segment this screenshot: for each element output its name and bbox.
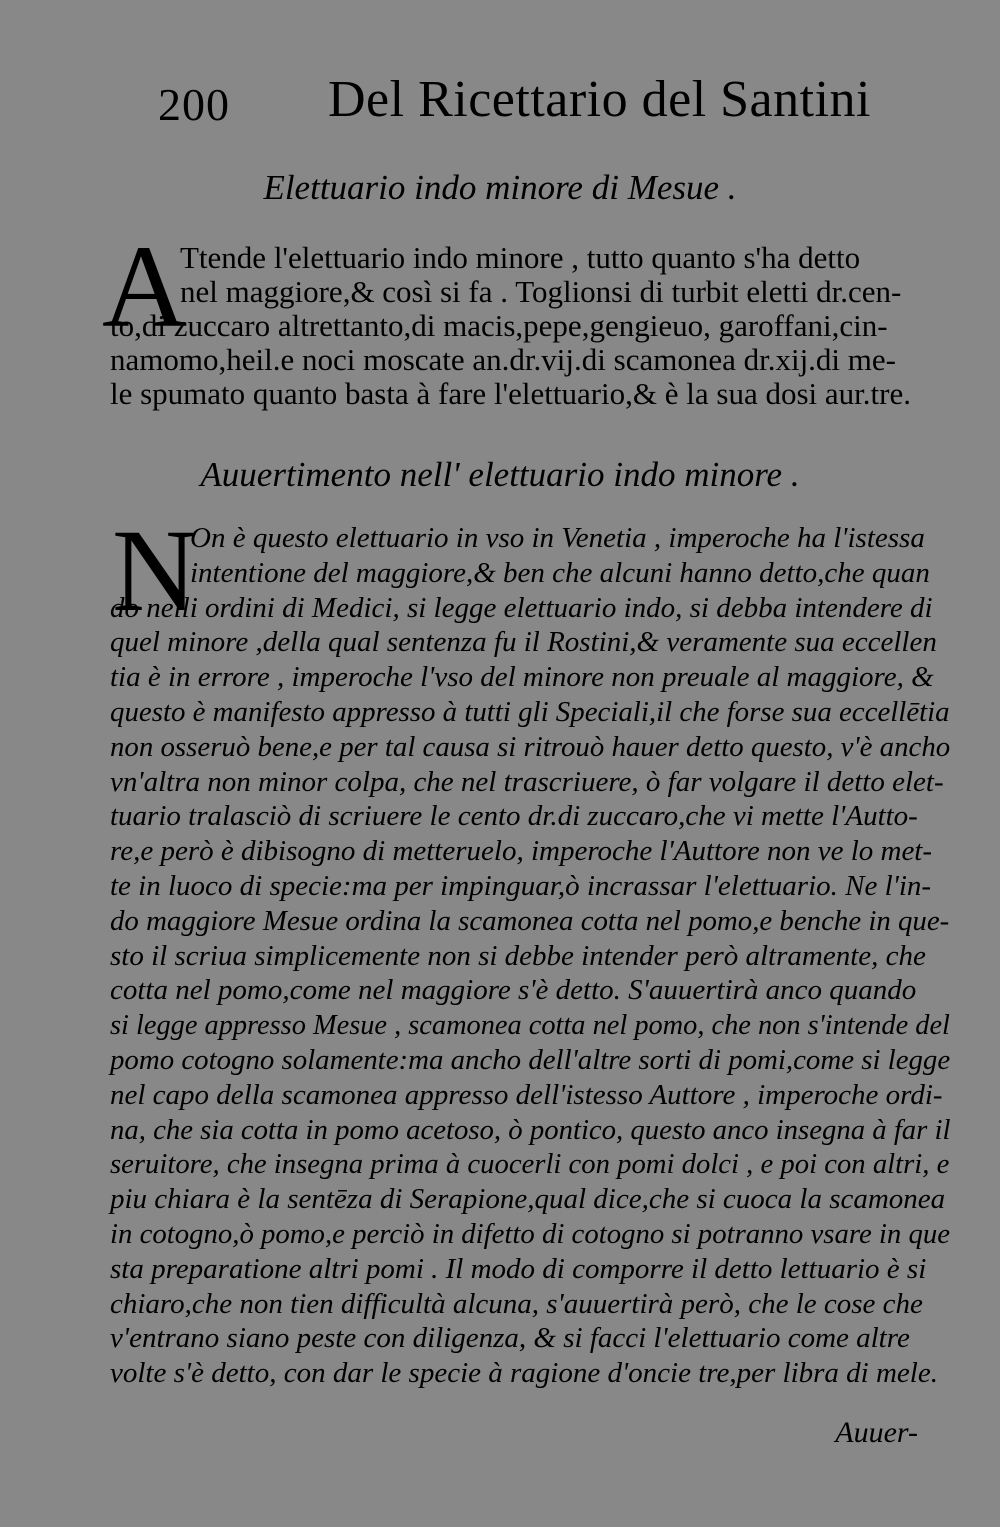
- text-line: questo è manifesto appresso à tutti gli Speciali,il che forse sua eccellētia: [110, 696, 950, 728]
- page-header: [0, 70, 1000, 140]
- drop-cap: A: [102, 221, 188, 352]
- text-line: namomo,heil.e noci moscate an.dr.vij.di scamonea dr.xij.di me-: [110, 342, 896, 377]
- text-line: pomo cotogno solamente:ma ancho dell'altre sorti di pomi,come si legge: [110, 1044, 951, 1076]
- text-line: Ttende l'elettuario indo minore , tutto quanto s'ha detto: [180, 240, 861, 275]
- text-line: non osseruò bene,e per tal causa si ritrouò hauer detto questo, v'è ancho: [110, 730, 951, 763]
- text-line: te in luoco di specie:ma per impinguar,ò incrassar l'elettuario. Ne l'in-: [110, 870, 932, 902]
- text-line: On è questo elettuario in vso in Venetia , imperoche ha l'istessa: [190, 522, 925, 554]
- text-line: cotta nel pomo,come nel maggiore s'è detto. S'auuertirà anco quando: [110, 974, 917, 1007]
- text-line: tuario tralasciò di scriuere le cento dr.di zuccaro,che vi mette l'Autto-: [110, 800, 918, 833]
- text-line: sto il scriua simplicemente non si debbe intender però altramente, che: [110, 939, 926, 972]
- text-line: intentione del maggiore,& ben che alcuni hanno detto,che quan: [190, 556, 930, 589]
- text-line: do maggiore Mesue ordina la scamonea cotta nel pomo,e benche in que-: [110, 904, 950, 937]
- running-title: Del Ricettario del Santini: [328, 71, 871, 128]
- text-line: do nelli ordini di Medici, si legge elettuario indo, si debba intendere di: [110, 591, 933, 624]
- text-line: in cotogno,ò pomo,e perciò in difetto di cotogno si potranno vsare in que: [110, 1218, 951, 1250]
- text-line: nel capo della scamonea appresso dell'istesso Auttore , imperoche ordi-: [110, 1078, 943, 1111]
- text-line: tia è in errore , imperoche l'vso del minore non preuale al maggiore, &: [110, 661, 934, 694]
- text-line: vn'altra non minor colpa, che nel trascriuere, ò far volgare il detto elet-: [110, 765, 944, 798]
- text-line: si legge appresso Mesue , scamonea cotta nel pomo, che non s'intende del: [110, 1009, 950, 1042]
- text-line: le spumato quanto basta à fare l'elettuario,& è la sua dosi aur.tre.: [110, 376, 911, 411]
- catchword: Auuer-: [835, 1416, 918, 1449]
- text-line: seruitore, che insegna prima à cuocerli con pomi dolci , e poi con altri, e: [110, 1148, 950, 1181]
- text-line: volte s'è detto, con dar le specie à ragione d'oncie tre,per libra di mele.: [110, 1357, 938, 1390]
- text-line: chiaro,che non tien difficultà alcuna, s'auuertirà però, che le cose che: [110, 1287, 923, 1320]
- text-line: quel minore ,della qual sentenza fu il Rostini,& veramente sua eccellen: [110, 626, 937, 659]
- section-heading-electuary: Elettuario indo minore di Mesue .: [263, 168, 737, 207]
- text-line: piu chiara è la sentēza di Serapione,qual dice,che si cuoca la scamonea: [110, 1183, 946, 1216]
- text-line: v'entrano siano peste con diligenza, & si facci l'elettuario come altre: [110, 1322, 910, 1355]
- section-heading-warning: Auuertimento nell' elettuario indo minore .: [200, 455, 800, 494]
- text-line: nel maggiore,& così si fa . Toglionsi di turbit eletti dr.cen-: [180, 274, 902, 309]
- drop-cap: N: [112, 505, 198, 636]
- text-line: re,e però è dibisogno di metteruelo, imperoche l'Auttore non ve lo met-: [110, 835, 933, 868]
- text-line: sta preparatione altri pomi . Il modo di comporre il detto lettuario è si: [110, 1252, 927, 1285]
- text-line: to,di zuccaro altrettanto,di macis,pepe,gengieuo, garoffani,cin-: [110, 308, 888, 343]
- page-number: 200: [158, 79, 230, 130]
- text-line: na, che sia cotta in pomo acetoso, ò pontico, questo anco insegna à far il: [110, 1113, 951, 1146]
